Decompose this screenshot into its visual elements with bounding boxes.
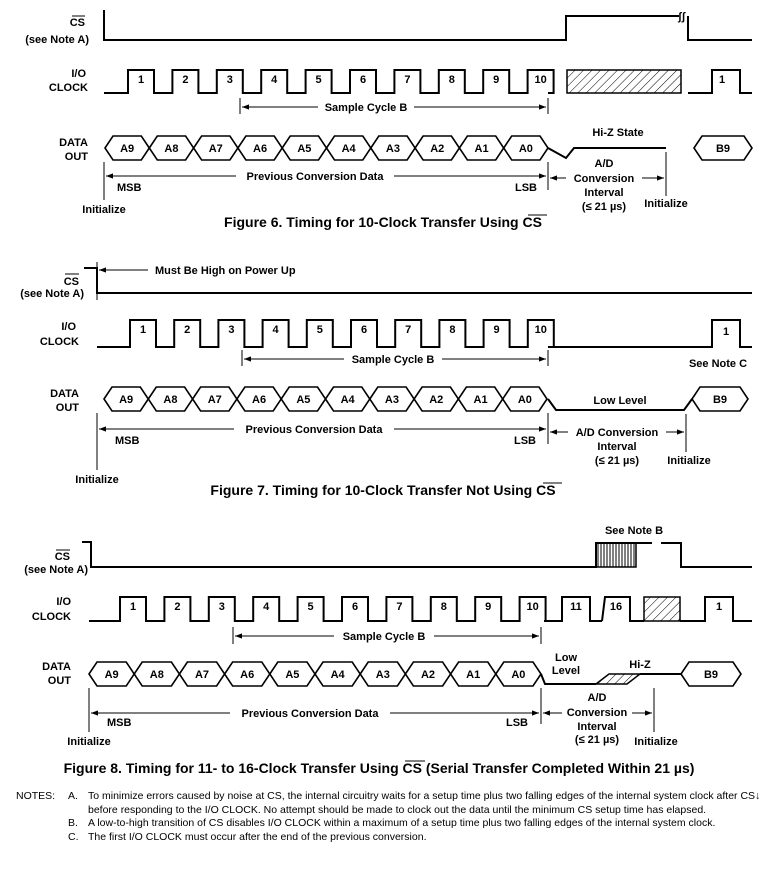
notes-heading: NOTES: [16,790,56,802]
figure-8 [24,525,752,776]
msb-label: MSB [115,435,140,447]
clock-pulse-number: 10 [534,74,547,86]
data-bit-label: A9 [104,669,119,681]
note-c [16,831,761,845]
interval-label: Interval [577,721,617,733]
prev-data-label: Previous Conversion Data [241,708,379,720]
io-clock-waveform [89,597,546,621]
hi-z-label: Hi-Z [629,659,651,671]
clock-pulse-number: 1 [718,74,726,86]
low-label: Low [555,652,577,664]
cs-waveform-tail [661,543,752,567]
clock-label: CLOCK [48,82,88,94]
cs-transition-region [596,543,636,567]
clock-pulse-number: 9 [493,74,500,86]
clock-pulse-number: 9 [493,324,500,336]
data-bit-label: A9 [120,143,135,155]
data-bit-label: A9 [119,394,134,406]
transition-region [596,674,640,684]
data-bit-label: A7 [208,143,223,155]
io-clock-line [89,597,546,621]
clock-pulse-number: 9 [485,601,492,613]
data-bit-label: A0 [518,143,533,155]
clock-pulse-number: 6 [351,601,359,613]
see-note-a-label: (see Note A) [25,34,89,46]
b9-label: B9 [715,143,731,155]
note-a [16,790,761,817]
time-limit-label: (≤ 21 µs) [594,455,640,467]
clock-pulse-number: 16 [609,601,623,613]
conversion-label: Conversion [573,173,635,185]
out-label: OUT [64,151,88,163]
data-bit-label: A1 [473,394,488,406]
clock-pulse-number: 5 [315,74,322,86]
adc-label: A/D [594,158,614,170]
clock-pulse-number: 10 [534,324,547,336]
must-be-high-label: Must Be High on Power Up [155,265,296,277]
clock-pulse-number: 3 [226,74,233,86]
adc-label: A/D [587,692,607,704]
cs-waveform-tail [688,16,752,40]
figure-7 [20,262,752,498]
initialize-label-2: Initialize [634,736,678,748]
msb-label: MSB [107,717,132,729]
clock-pulse-number: 1 [129,601,137,613]
data-bit-label: A5 [296,394,311,406]
b9-cell [692,387,748,411]
prev-data-label: Previous Conversion Data [246,171,384,183]
initialize-label-2: Initialize [667,455,711,467]
data-out-waveform [105,136,548,160]
clock-pulse-number: 1 [139,324,147,336]
clock-pulse-number: 1 [722,326,730,338]
data-bit-label: A2 [420,669,436,681]
clock-pulse-number: 3 [228,324,235,336]
initialize-label: Initialize [82,204,126,216]
data-bit-label: A6 [253,143,268,155]
io-clock-waveform [104,70,554,93]
lsb-label: LSB [514,435,536,447]
out-label: OUT [47,675,71,687]
out-label: OUT [55,402,79,414]
clock-pulse-number: 8 [448,74,455,86]
msb-label: MSB [117,182,142,194]
clock-pulse-number: 8 [449,324,456,336]
data-bit-label: A3 [385,143,400,155]
data-label: DATA [50,388,79,400]
interval-label: Interval [597,441,637,453]
see-note-a-label: (see Note A) [20,288,84,300]
data-bit-label: A4 [340,394,355,406]
see-note-c-label: See Note C [688,358,748,370]
cs-label: CS [54,551,70,563]
data-label: DATA [42,661,71,673]
note-key: A. [68,790,78,802]
data-bit-label: A3 [375,669,390,681]
clock-pulse-number: 7 [405,324,412,336]
note-b [16,817,761,831]
data-bit-label: A4 [330,669,345,681]
note-text: The first I/O CLOCK must occur after the end of the previous conversion. [88,830,427,843]
cs-label: CS [69,17,85,29]
data-bit-label: A8 [149,669,164,681]
sample-cycle-label: Sample Cycle B [351,354,435,366]
sample-cycle-label: Sample Cycle B [324,102,408,114]
time-limit-label: (≤ 21 µs) [574,734,620,746]
clock-pulse-number: 7 [404,74,411,86]
data-bit-label: A5 [285,669,300,681]
cs-waveform [82,542,652,567]
notes [16,790,761,844]
data-bit-label: A2 [429,394,444,406]
initialize-label: Initialize [75,474,119,486]
clock-pulse-number: 1 [137,74,145,86]
data-bit-label: A0 [517,394,532,406]
lsb-label: LSB [515,182,537,194]
data-label: DATA [59,137,88,149]
b9-cell [694,136,752,160]
io-label: I/O [56,596,71,608]
io-clock-waveform [97,320,554,347]
clock-label: CLOCK [31,611,71,623]
conversion-label: Conversion [566,707,628,719]
data-bit-label: A1 [466,669,481,681]
see-note-a-label: (see Note A) [24,564,88,576]
clock-pulse-number: 2 [184,324,191,336]
sample-cycle-label: Sample Cycle B [342,631,426,643]
clock-pulse-number: 6 [359,74,367,86]
data-bit-label: A3 [384,394,399,406]
cs-waveform [104,10,679,40]
clock-pulse-number: 2 [174,601,181,613]
io-label: I/O [71,68,86,80]
clock-pulse-number: 5 [316,324,323,336]
note-text: A low-to-high transition of CS disables I/O CLOCK within a maximum of a setup time plus two falling edges of the internal system clock. [88,817,716,830]
data-bit-label: A8 [164,143,179,155]
note-key: C. [68,830,79,843]
data-out-waveform [89,662,541,686]
low-level-label: Low Level [593,395,647,407]
cs-label: CS [63,276,79,288]
b9-label: B9 [712,394,728,406]
io-clock-line [104,70,554,93]
clock-disabled-region [567,70,681,93]
clock-pulse-number: 11 [570,601,582,613]
b9-cell [681,662,741,686]
figure-7-caption: Figure 7. Timing for 10-Clock Transfer Not Using CS [210,482,556,498]
clock-pulse-number: 5 [307,601,314,613]
prev-data-label: Previous Conversion Data [245,424,383,436]
clock-pulse-number: 4 [263,601,270,613]
note-text: To minimize errors caused by noise at CS, the internal circuitry waits for a setup time plus two falling edges of the internal system clock after CS↓ before responding to the I/O CLOCK. No attempt should be made to clock out the data until the minimum CS setup time has elapsed. [88,790,761,816]
clock-pulse-number: 2 [182,74,189,86]
lsb-label: LSB [506,717,528,729]
time-limit-label: (≤ 21 µs) [581,201,627,213]
clock-pulse-number: 6 [360,324,368,336]
data-bit-label: A4 [341,143,356,155]
b9-label: B9 [703,669,719,681]
hi-z-state-label: Hi-Z State [592,127,644,139]
hi-z-line [548,148,666,158]
clock-pulse-number: 7 [396,601,403,613]
io-clock-line [97,320,554,347]
clock-pulse-number: 3 [218,601,225,613]
io-clock-next [548,320,752,347]
see-note-b-label: See Note B [604,525,664,537]
clock-pulse-number: 8 [440,601,447,613]
data-bit-label: A0 [511,669,526,681]
data-out-waveform [104,387,547,411]
break-mark: ʃʃ [678,11,686,23]
figure-6 [25,10,752,230]
clock-label: CLOCK [39,336,79,348]
clock-pulse-number: 1 [715,601,723,613]
initialize-label: Initialize [67,736,111,748]
adc-conversion-label: A/D Conversion [575,427,659,439]
initialize-label-2: Initialize [644,198,688,210]
clock-pulse-number: 4 [272,324,279,336]
figure-6-caption: Figure 6. Timing for 10-Clock Transfer Using CS [224,214,542,230]
data-bit-label: A5 [297,143,312,155]
data-bit-label: A6 [252,394,267,406]
data-bit-label: A1 [474,143,489,155]
data-bit-label: A2 [430,143,445,155]
data-bit-label: A7 [194,669,210,681]
interval-label: Interval [584,187,624,199]
io-clock-pulse-16 [602,597,644,621]
data-bit-label: A6 [240,669,255,681]
clock-pulse-number: 4 [271,74,278,86]
clock-disabled-region [644,597,680,621]
data-bit-label: A7 [207,394,222,406]
data-bit-label: A8 [163,394,178,406]
figure-8-caption: Figure 8. Timing for 11- to 16-Clock Transfer Using CS (Serial Transfer Completed Within 21 µs) [63,760,695,776]
io-label: I/O [61,321,76,333]
level-label: Level [551,665,581,677]
clock-pulse-number: 10 [526,601,539,613]
note-key: B. [68,817,78,830]
